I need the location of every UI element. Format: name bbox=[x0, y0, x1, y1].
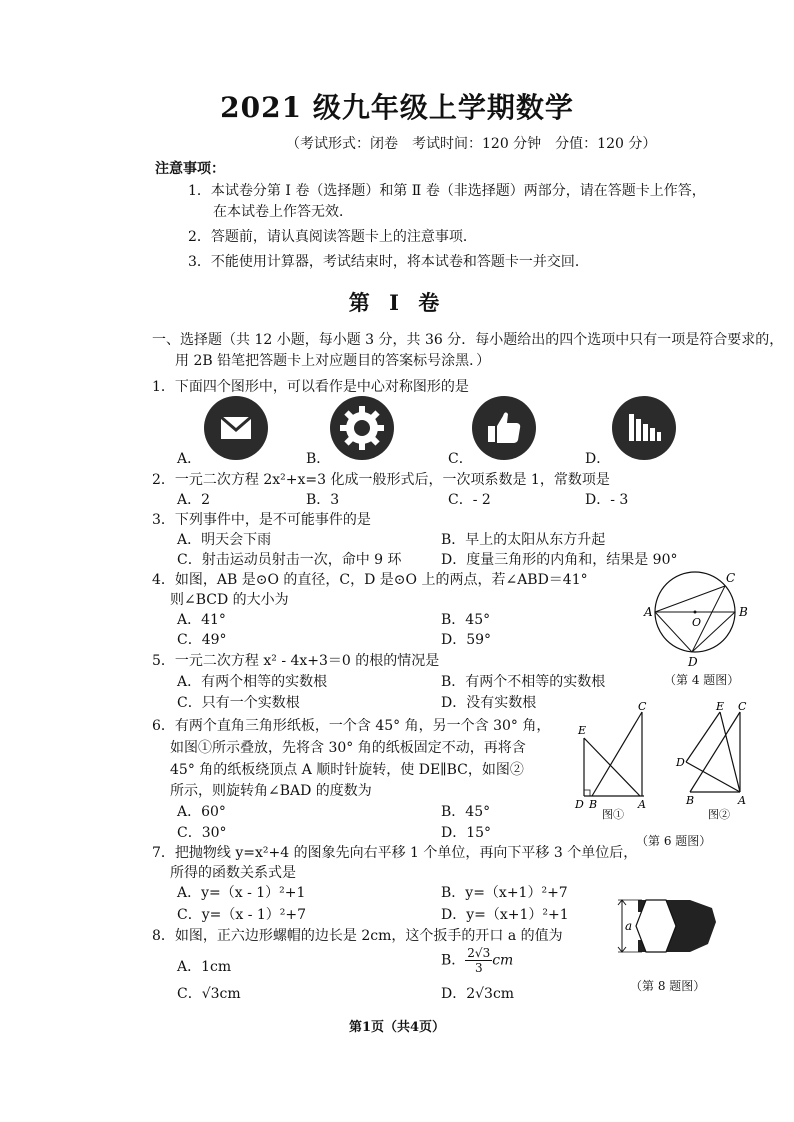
q8-option-b-fraction bbox=[465, 946, 492, 975]
q4-option-a: A．41° bbox=[177, 612, 226, 628]
q2-option-d: D．- 3 bbox=[585, 492, 629, 508]
q2-stem: 2．一元二次方程 2x²+x=3 化成一般形式后，一次项系数是 1，常数项是 bbox=[152, 472, 610, 488]
q8-option-b-numerator: 2√3 bbox=[467, 946, 491, 960]
exam-subtitle: （考试形式：闭卷 考试时间：120 分钟 分值：120 分） bbox=[286, 136, 657, 152]
q6-option-b: B．45° bbox=[441, 804, 491, 820]
q8-option-a: A．1cm bbox=[177, 959, 232, 975]
q8-option-b-unit: cm bbox=[492, 952, 514, 969]
q6-stem-line3: 45° 角的纸板绕顶点 A 顺时针旋转，使 DE∥BC，如图② bbox=[170, 762, 524, 778]
q4-label-o: O bbox=[692, 616, 702, 629]
section-intro-line1: 一、选择题（共 12 小题，每小题 3 分，共 36 分．每小题给出的四个选项中只有一项是符合要求的， bbox=[152, 332, 784, 348]
q4-stem-line1: 4．如图，AB 是⊙O 的直径，C，D 是⊙O 上的两点，若∠ABD＝41° bbox=[152, 572, 588, 588]
q4-option-b: B．45° bbox=[441, 612, 491, 628]
q3-option-b: B．早上的太阳从东方升起 bbox=[441, 532, 606, 548]
q3-option-c: C．射击运动员射击一次，命中 9 环 bbox=[177, 552, 402, 568]
q6-stem-line1: 6．有两个直角三角形纸板，一个含 45° 角，另一个含 30° 角， bbox=[152, 718, 551, 734]
q6-option-d: D．15° bbox=[441, 825, 492, 841]
q5-option-c: C．只有一个实数根 bbox=[177, 695, 300, 711]
q8-label-a: a bbox=[625, 919, 633, 933]
q6-figure-1 bbox=[572, 700, 652, 822]
q1-option-b: B． bbox=[306, 451, 331, 467]
q4-label-c: C bbox=[726, 571, 736, 585]
q2-option-b: B．3 bbox=[306, 492, 340, 508]
q8-wrench-figure bbox=[612, 886, 722, 972]
note-item-1-cont: 在本试卷上作答无效． bbox=[213, 204, 353, 220]
q1-stem: 1．下面四个图形中，可以看作是中心对称图形的是 bbox=[152, 379, 469, 395]
envelope-icon bbox=[204, 396, 268, 460]
bar-chart-icon bbox=[612, 396, 676, 460]
q4-label-a: A bbox=[644, 605, 653, 619]
q8-option-d: D．2√3cm bbox=[441, 986, 515, 1002]
q6-fig1-label-c: C bbox=[638, 700, 647, 713]
q6-fig2-label-c: C bbox=[738, 700, 747, 713]
q4-label-b: B bbox=[739, 605, 748, 619]
section-title: 第 Ⅰ 卷 bbox=[348, 290, 446, 315]
q7-stem-line2: 所得的函数关系式是 bbox=[170, 865, 296, 881]
gear-icon bbox=[330, 396, 394, 460]
q4-option-c: C．49° bbox=[177, 632, 227, 648]
note-item-2: 2．答题前，请认真阅读答题卡上的注意事项． bbox=[188, 229, 477, 245]
q6-stem-line4: 所示，则旋转角∠BAD 的度数为 bbox=[170, 783, 372, 799]
q5-stem: 5．一元二次方程 x² - 4x+3＝0 的根的情况是 bbox=[152, 653, 440, 669]
q6-fig2-label-e: E bbox=[716, 700, 725, 713]
q8-stem: 8．如图，正六边形螺帽的边长是 2cm，这个扳手的开口 a 的值为 bbox=[152, 928, 563, 944]
q3-option-a: A．明天会下雨 bbox=[177, 532, 272, 548]
q4-circle-figure bbox=[640, 566, 758, 670]
q5-option-b: B．有两个不相等的实数根 bbox=[441, 674, 606, 690]
q8-option-b-prefix: B． bbox=[441, 952, 466, 969]
q8-option-b bbox=[441, 946, 513, 975]
q6-fig1-label-a: A bbox=[638, 798, 646, 811]
section-intro-line2: 用 2B 铅笔把答题卡上对应题目的答案标号涂黑．） bbox=[175, 353, 491, 369]
q6-option-c: C．30° bbox=[177, 825, 227, 841]
q3-stem: 3．下列事件中，是不可能事件的是 bbox=[152, 512, 371, 528]
q4-stem-line2: 则∠BCD 的大小为 bbox=[170, 592, 289, 608]
q7-option-d: D．y=（x+1）²+1 bbox=[441, 907, 569, 923]
q2-option-a: A．2 bbox=[177, 492, 211, 508]
q6-fig2-caption: 图② bbox=[708, 808, 730, 821]
thumbs-up-icon bbox=[472, 396, 536, 460]
q5-option-a: A．有两个相等的实数根 bbox=[177, 674, 328, 690]
note-item-1: 1．本试卷分第 Ⅰ 卷（选择题）和第 Ⅱ 卷（非选择题）两部分，请在答题卡上作答， bbox=[188, 183, 706, 199]
q6-fig1-label-e: E bbox=[578, 724, 587, 737]
q6-fig1-label-b: B bbox=[589, 798, 598, 811]
q8-option-b-denominator: 3 bbox=[474, 961, 483, 975]
q5-option-d: D．没有实数根 bbox=[441, 695, 537, 711]
q6-figure-2 bbox=[672, 700, 758, 822]
q4-label-d: D bbox=[688, 655, 698, 669]
q1-option-a: A． bbox=[177, 451, 202, 467]
q8-caption: （第 8 题图） bbox=[630, 979, 706, 993]
notes-heading: 注意事项： bbox=[155, 161, 225, 177]
q6-fig1-caption: 图① bbox=[602, 808, 624, 821]
page-footer: 第1页（共4页） bbox=[348, 1020, 446, 1035]
q7-option-b: B．y=（x+1）²+7 bbox=[441, 885, 568, 901]
q7-option-a: A．y=（x - 1）²+1 bbox=[177, 885, 306, 901]
q6-fig2-label-a: A bbox=[738, 794, 746, 807]
q7-stem-line1: 7．把抛物线 y=x²+4 的图象先向右平移 1 个单位，再向下平移 3 个单位后， bbox=[152, 845, 638, 861]
q6-fig2-label-d: D bbox=[676, 756, 685, 769]
q1-option-c: C． bbox=[448, 451, 473, 467]
q3-option-d: D．度量三角形的内角和，结果是 90° bbox=[441, 552, 678, 568]
q6-caption: （第 6 题图） bbox=[636, 834, 712, 848]
q6-fig2-label-b: B bbox=[686, 794, 695, 807]
q6-stem-line2: 如图①所示叠放，先将含 30° 角的纸板固定不动，再将含 bbox=[170, 740, 526, 756]
note-item-3: 3．不能使用计算器，考试结束时，将本试卷和答题卡一并交回． bbox=[188, 254, 589, 270]
exam-title: 2021 级九年级上学期数学 bbox=[220, 91, 574, 124]
q8-option-c: C．√3cm bbox=[177, 986, 241, 1002]
q7-option-c: C．y=（x - 1）²+7 bbox=[177, 907, 307, 923]
q2-option-c: C．- 2 bbox=[448, 492, 491, 508]
q1-option-d: D． bbox=[585, 451, 611, 467]
q4-caption: （第 4 题图） bbox=[664, 673, 740, 687]
q6-fig1-label-d: D bbox=[575, 798, 584, 811]
q4-option-d: D．59° bbox=[441, 632, 492, 648]
q6-option-a: A．60° bbox=[177, 804, 226, 820]
